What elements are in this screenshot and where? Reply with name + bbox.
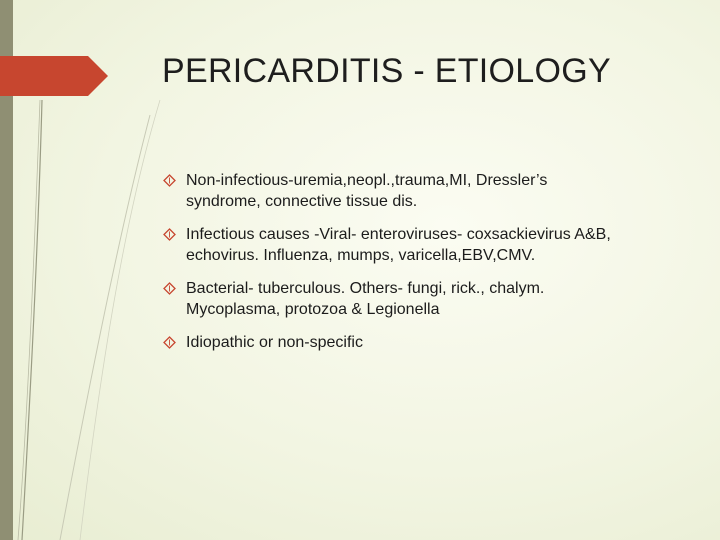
slide-title: PERICARDITIS - ETIOLOGY [162,52,611,90]
bullet-list [163,170,703,353]
bullet-text: Non-infectious-uremia,neopl.,trauma,MI, Dressler’s syndrome, connective tissue dis. [186,172,548,210]
diamond-outline-icon [163,282,176,295]
diamond-outline-icon [163,228,176,241]
bullet-item [163,170,703,212]
diamond-outline-icon [163,174,176,187]
title-accent-tab [0,56,108,96]
bullet-text: Infectious causes -Viral- enteroviruses- coxsackievirus A&B, echovirus. Influenza, mumps, varicella,EBV,CMV. [186,226,611,264]
bullet-text: Idiopathic or non-specific [186,334,363,351]
bullet-item [163,224,703,266]
diamond-outline-icon [163,336,176,349]
bullet-item [163,278,703,320]
bullet-item [163,332,703,353]
bullet-text: Bacterial- tuberculous. Others- fungi, rick., chalym. Mycoplasma, protozoa & Legionella [186,280,545,318]
